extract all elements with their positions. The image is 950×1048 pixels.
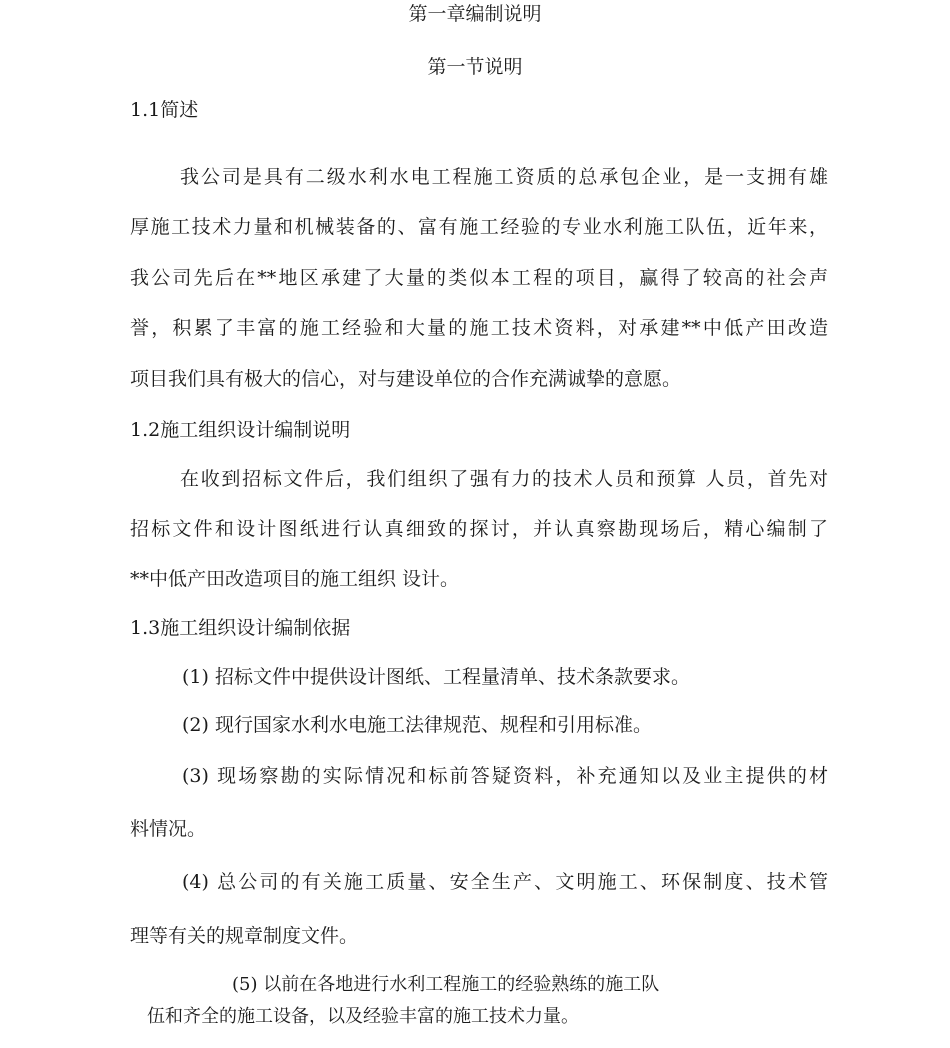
heading-1-2: 1.2施工组织设计编制说明 xyxy=(130,419,351,441)
heading-1-1: 1.1简述 xyxy=(130,99,199,121)
list-item-continuation: 理等有关的规章制度文件。 xyxy=(130,925,359,947)
list-item-continuation: 料情况。 xyxy=(130,818,207,840)
paragraph-line: 项目我们具有极大的信心，对与建设单位的合作充满诚挚的意愿。 xyxy=(130,368,682,390)
paragraph-line: 厚施工技术力量和机械装备的、富有施工经验的专业水利施工队伍，近年来， xyxy=(130,216,828,238)
heading-1-3: 1.3施工组织设计编制依据 xyxy=(130,617,351,639)
paragraph-line: 誉，积累了丰富的施工经验和大量的施工技术资料，对承建**中低产田改造 xyxy=(130,317,828,339)
list-item: (5) 以前在各地进行水利工程施工的经验熟练的施工队 xyxy=(232,974,660,995)
list-item: (1) 招标文件中提供设计图纸、工程量清单、技术条款要求。 xyxy=(182,666,690,688)
list-item: (2) 现行国家水利水电施工法律规范、规程和引用标准。 xyxy=(182,714,652,736)
paragraph-line: 我公司是具有二级水利水电工程施工资质的总承包企业，是一支拥有雄 xyxy=(180,166,828,188)
list-item: (4) 总公司的有关施工质量、安全生产、文明施工、环保制度、技术管 xyxy=(182,871,828,893)
paragraph-line: **中低产田改造项目的施工组织 设计。 xyxy=(130,568,460,590)
section-title: 第一节说明 xyxy=(427,56,523,78)
list-item-continuation: 伍和齐全的施工设备，以及经验丰富的施工技术力量。 xyxy=(147,1006,579,1027)
paragraph-line: 我公司先后在**地区承建了大量的类似本工程的项目，赢得了较高的社会声 xyxy=(130,267,828,289)
paragraph-line: 在收到招标文件后，我们组织了强有力的技术人员和预算 人员，首先对 xyxy=(180,468,828,490)
list-item: (3) 现场察勘的实际情况和标前答疑资料，补充通知以及业主提供的材 xyxy=(182,765,828,787)
paragraph-line: 招标文件和设计图纸进行认真细致的探讨，并认真察勘现场后，精心编制了 xyxy=(130,518,828,540)
chapter-title: 第一章编制说明 xyxy=(408,3,542,25)
